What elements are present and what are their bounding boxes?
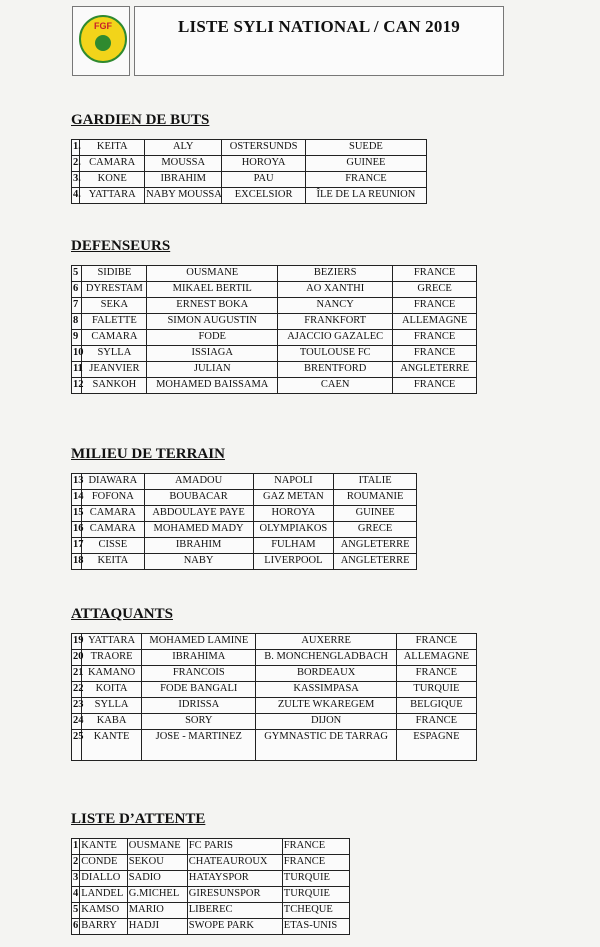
cell-club: CAEN [278, 378, 393, 394]
cell-firstname: JULIAN [147, 362, 278, 378]
cell-country: FRANCE [282, 855, 349, 871]
cell-number: 5 [72, 903, 80, 919]
cell-surname: FALETTE [82, 314, 147, 330]
player-row [72, 474, 417, 490]
cell-country: ANGLETERRE [334, 554, 417, 570]
player-row [72, 650, 477, 666]
cell-country: SUEDE [305, 140, 426, 156]
cell-country: GRECE [393, 282, 477, 298]
player-row [72, 362, 477, 378]
cell-country: FRANCE [305, 172, 426, 188]
cell-country: ALLEMAGNE [393, 314, 477, 330]
cell-number: 3 [72, 871, 80, 887]
cell-country: FRANCE [393, 346, 477, 362]
cell-surname: KOITA [82, 682, 142, 698]
cell-number: 24 [72, 714, 82, 730]
cell-number: 1. [72, 140, 80, 156]
cell-firstname: ALY [145, 140, 222, 156]
cell-club: TOULOUSE FC [278, 346, 393, 362]
cell-surname: SIDIBE [82, 266, 147, 282]
cell-club: AJACCIO GAZALEC [278, 330, 393, 346]
cell-country: ANGLETERRE [393, 362, 477, 378]
logo-text: FGF [94, 21, 112, 31]
player-row [72, 538, 417, 554]
cell-surname: LANDEL [80, 887, 128, 903]
player-row [72, 730, 477, 761]
cell-surname: SYLLA [82, 346, 147, 362]
cell-club: FULHAM [253, 538, 334, 554]
cell-club: GIRESUNSPOR [187, 887, 282, 903]
cell-number: 2 [72, 855, 80, 871]
player-row [72, 188, 427, 204]
cell-number: 25 [72, 730, 82, 761]
cell-club: BRENTFORD [278, 362, 393, 378]
player-row [72, 839, 350, 855]
cell-country: BELGIQUE [396, 698, 476, 714]
player-row [72, 698, 477, 714]
cell-surname: FOFONA [82, 490, 145, 506]
cell-firstname: FRANCOIS [142, 666, 256, 682]
cell-surname: KEITA [80, 140, 145, 156]
fgf-emblem-icon [79, 15, 127, 63]
cell-country: ALLEMAGNE [396, 650, 476, 666]
cell-firstname: SADIO [127, 871, 187, 887]
cell-surname: CAMARA [80, 156, 145, 172]
cell-number: 1 [72, 839, 80, 855]
cell-country: FRANCE [393, 330, 477, 346]
cell-firstname: SIMON AUGUSTIN [147, 314, 278, 330]
cell-club: BEZIERS [278, 266, 393, 282]
cell-firstname: ABDOULAYE PAYE [144, 506, 253, 522]
player-row [72, 282, 477, 298]
cell-firstname: FODE BANGALI [142, 682, 256, 698]
cell-country: ANGLETERRE [334, 538, 417, 554]
cell-club: BORDEAUX [256, 666, 396, 682]
table-gardiens [71, 139, 427, 204]
section-title-milieux: MILIEU DE TERRAIN [71, 446, 225, 462]
player-row [72, 314, 477, 330]
cell-surname: CAMARA [82, 522, 145, 538]
cell-firstname: NABY [144, 554, 253, 570]
cell-club: EXCELSIOR [222, 188, 306, 204]
cell-firstname: MARIO [127, 903, 187, 919]
player-row [72, 156, 427, 172]
football-icon [95, 35, 111, 51]
cell-number: 4 [72, 887, 80, 903]
cell-firstname: AMADOU [144, 474, 253, 490]
cell-country: FRANCE [393, 378, 477, 394]
cell-country: FRANCE [396, 714, 476, 730]
cell-country: FRANCE [396, 666, 476, 682]
cell-club: OSTERSUNDS [222, 140, 306, 156]
table-attaquants [71, 633, 477, 761]
cell-surname: KONE [80, 172, 145, 188]
cell-club: FRANKFORT [278, 314, 393, 330]
section-title-gardiens: GARDIEN DE BUTS [71, 112, 210, 128]
cell-country: GUINEE [305, 156, 426, 172]
cell-country: TCHEQUE [282, 903, 349, 919]
table-attente [71, 838, 350, 935]
cell-firstname: OUSMANE [127, 839, 187, 855]
player-row [72, 140, 427, 156]
cell-firstname: HADJI [127, 919, 187, 935]
cell-surname: KAMSO [80, 903, 128, 919]
cell-surname: KEITA [82, 554, 145, 570]
cell-country: ITALIE [334, 474, 417, 490]
cell-club: AO XANTHI [278, 282, 393, 298]
cell-club: OLYMPIAKOS [253, 522, 334, 538]
cell-club: LIVERPOOL [253, 554, 334, 570]
player-row [72, 634, 477, 650]
player-row [72, 887, 350, 903]
table-milieux [71, 473, 417, 570]
cell-surname: SYLLA [82, 698, 142, 714]
cell-surname: TRAORE [82, 650, 142, 666]
table-defenseurs [71, 265, 477, 394]
cell-number: 19 [72, 634, 82, 650]
cell-firstname: MOHAMED LAMINE [142, 634, 256, 650]
section-title-attente: LISTE D’ATTENTE [71, 811, 206, 827]
section-title-attaquants: ATTAQUANTS [71, 606, 173, 622]
cell-club: SWOPE PARK [187, 919, 282, 935]
cell-surname: CAMARA [82, 506, 145, 522]
player-row [72, 378, 477, 394]
cell-number: 20 [72, 650, 82, 666]
cell-number: 3. [72, 172, 80, 188]
cell-firstname: ISSIAGA [147, 346, 278, 362]
cell-club: NANCY [278, 298, 393, 314]
cell-club: LIBEREC [187, 903, 282, 919]
player-row [72, 666, 477, 682]
cell-number: 17 [72, 538, 82, 554]
cell-surname: SANKOH [82, 378, 147, 394]
cell-surname: CONDE [80, 855, 128, 871]
cell-country: ROUMANIE [334, 490, 417, 506]
player-row [72, 855, 350, 871]
cell-firstname: IDRISSA [142, 698, 256, 714]
cell-firstname: SEKOU [127, 855, 187, 871]
cell-number: 11 [72, 362, 82, 378]
cell-firstname: G.MICHEL [127, 887, 187, 903]
cell-firstname: BOUBACAR [144, 490, 253, 506]
cell-number: 9 [72, 330, 82, 346]
cell-surname: YATTARA [80, 188, 145, 204]
cell-number: 23 [72, 698, 82, 714]
cell-club: CHATEAUROUX [187, 855, 282, 871]
cell-club: HOROYA [222, 156, 306, 172]
cell-firstname: FODE [147, 330, 278, 346]
cell-number: 8 [72, 314, 82, 330]
cell-club: KASSIMPASA [256, 682, 396, 698]
cell-country: TURQUIE [282, 871, 349, 887]
cell-country: TURQUIE [282, 887, 349, 903]
player-row [72, 871, 350, 887]
cell-number: 22 [72, 682, 82, 698]
cell-number: 6 [72, 282, 82, 298]
cell-number: 21 [72, 666, 82, 682]
cell-number: 12 [72, 378, 82, 394]
player-row [72, 172, 427, 188]
cell-surname: CISSE [82, 538, 145, 554]
player-row [72, 714, 477, 730]
cell-number: 15 [72, 506, 82, 522]
page-title: LISTE SYLI NATIONAL / CAN 2019 [177, 17, 460, 36]
cell-club: FC PARIS [187, 839, 282, 855]
cell-club: HATAYSPOR [187, 871, 282, 887]
cell-number: 18 [72, 554, 82, 570]
player-row [72, 554, 417, 570]
cell-number: 5 [72, 266, 82, 282]
cell-firstname: JOSE - MARTINEZ [142, 730, 256, 761]
cell-number: 13 [72, 474, 82, 490]
cell-club: NAPOLI [253, 474, 334, 490]
player-row [72, 266, 477, 282]
cell-number: 14 [72, 490, 82, 506]
cell-country: ETAS-UNIS [282, 919, 349, 935]
cell-surname: KANTE [80, 839, 128, 855]
cell-firstname: NABY MOUSSA [145, 188, 222, 204]
player-row [72, 506, 417, 522]
cell-country: FRANCE [393, 298, 477, 314]
cell-club: GYMNASTIC DE TARRAG [256, 730, 396, 761]
player-row [72, 919, 350, 935]
cell-firstname: MOUSSA [145, 156, 222, 172]
cell-surname: DIAWARA [82, 474, 145, 490]
player-row [72, 522, 417, 538]
cell-country: GUINEE [334, 506, 417, 522]
federation-logo [72, 6, 130, 76]
cell-firstname: IBRAHIM [144, 538, 253, 554]
cell-surname: BARRY [80, 919, 128, 935]
cell-surname: JEANVIER [82, 362, 147, 378]
cell-surname: YATTARA [82, 634, 142, 650]
cell-country: FRANCE [282, 839, 349, 855]
cell-number: 4. [72, 188, 80, 204]
cell-surname: CAMARA [82, 330, 147, 346]
player-row [72, 346, 477, 362]
cell-country: TURQUIE [396, 682, 476, 698]
cell-club: HOROYA [253, 506, 334, 522]
player-row [72, 682, 477, 698]
cell-club: DIJON [256, 714, 396, 730]
cell-number: 6 [72, 919, 80, 935]
cell-surname: KANTE [82, 730, 142, 761]
cell-surname: KABA [82, 714, 142, 730]
cell-country: GRECE [334, 522, 417, 538]
cell-firstname: SORY [142, 714, 256, 730]
cell-number: 7 [72, 298, 82, 314]
cell-club: PAU [222, 172, 306, 188]
cell-country: ÎLE DE LA REUNION [305, 188, 426, 204]
cell-firstname: MOHAMED MADY [144, 522, 253, 538]
cell-firstname: OUSMANE [147, 266, 278, 282]
player-row [72, 298, 477, 314]
cell-firstname: IBRAHIM [145, 172, 222, 188]
cell-surname: DIALLO [80, 871, 128, 887]
cell-surname: SEKA [82, 298, 147, 314]
player-row [72, 903, 350, 919]
player-row [72, 490, 417, 506]
cell-country: FRANCE [393, 266, 477, 282]
cell-club: ZULTE WKAREGEM [256, 698, 396, 714]
cell-firstname: MIKAEL BERTIL [147, 282, 278, 298]
cell-firstname: MOHAMED BAISSAMA [147, 378, 278, 394]
cell-number: 2. [72, 156, 80, 172]
cell-firstname: ERNEST BOKA [147, 298, 278, 314]
cell-number: 16 [72, 522, 82, 538]
cell-country: FRANCE [396, 634, 476, 650]
cell-firstname: IBRAHIMA [142, 650, 256, 666]
cell-club: GAZ METAN [253, 490, 334, 506]
cell-club: AUXERRE [256, 634, 396, 650]
title-box [134, 6, 504, 76]
cell-surname: KAMANO [82, 666, 142, 682]
section-title-defenseurs: DEFENSEURS [71, 238, 171, 254]
cell-club: B. MONCHENGLADBACH [256, 650, 396, 666]
cell-number: 10 [72, 346, 82, 362]
player-row [72, 330, 477, 346]
cell-country: ESPAGNE [396, 730, 476, 761]
cell-surname: DYRESTAM [82, 282, 147, 298]
